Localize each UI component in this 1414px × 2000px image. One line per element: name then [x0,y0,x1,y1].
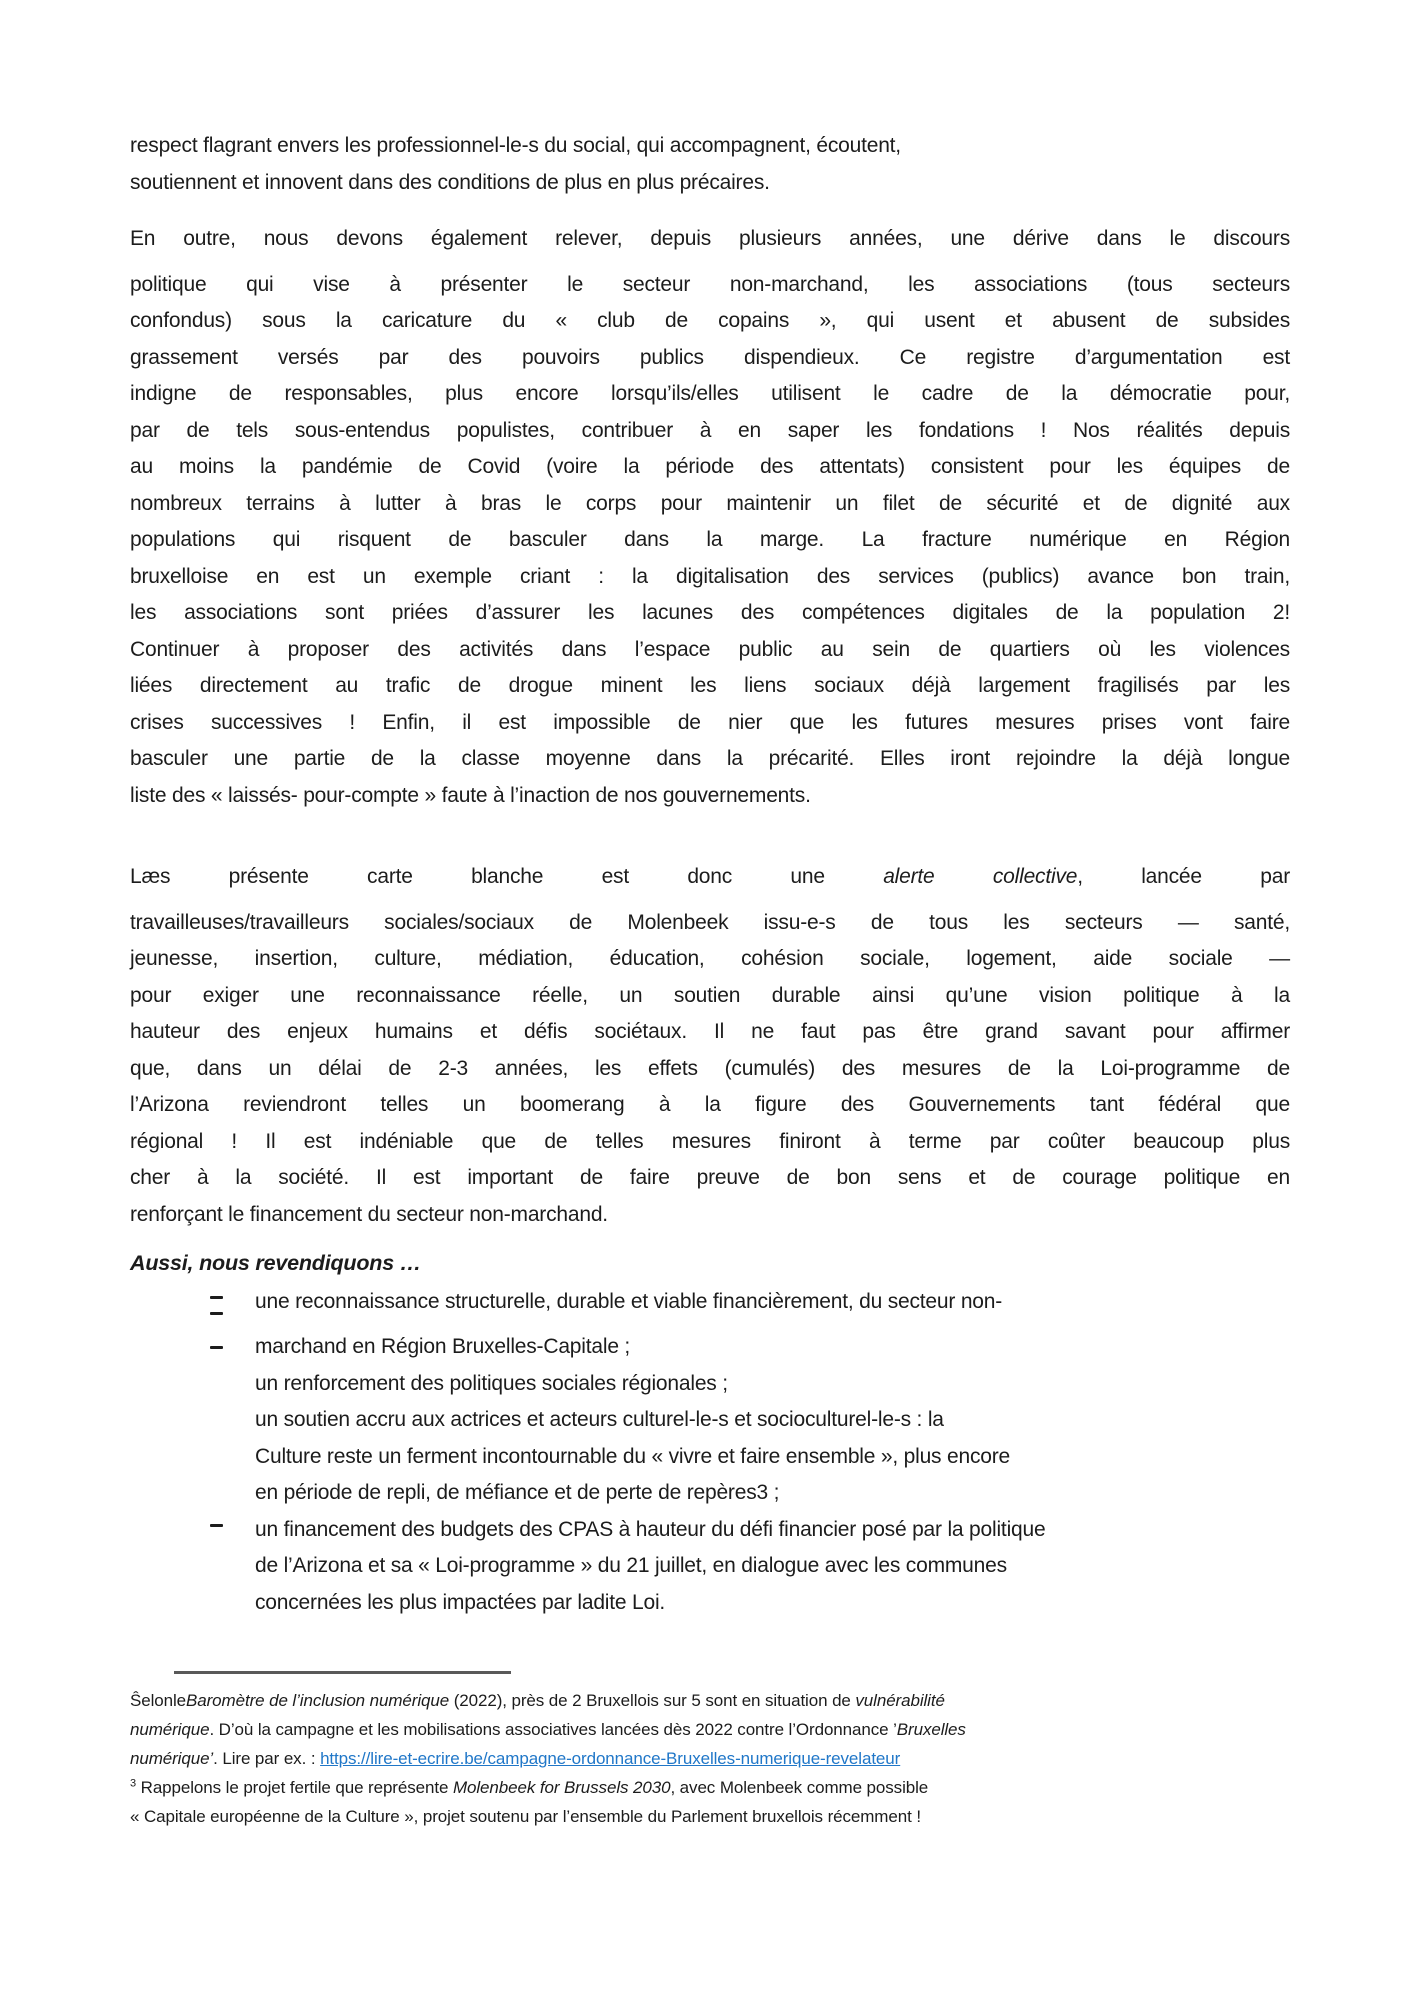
text-line [130,165,1290,202]
text-line [130,778,1290,815]
text-segment: crises successives ! Enfin, il est impossible de nier que les futures mesures prises vont faire [130,710,1290,734]
text-line [130,449,1290,486]
text-segment: Rappelons le projet fertile que représente [136,1778,453,1797]
text-segment: confondus) sous la caricature du « club de copains », qui usent et abusent de subsides [130,309,1290,332]
text-segment: populations qui risquent de basculer dans la marge. La fracture numérique en Région [130,528,1290,551]
text-line [130,1160,1290,1197]
text-column [130,128,1290,1621]
text-segment: soutiennent et innovent dans des conditions de plus en plus précaires. [130,170,770,194]
text-line [130,340,1290,377]
text-segment: un financement des budgets des CPAS à hauteur du défi financier posé par la politique [255,1517,1046,1541]
text-segment: un soutien accru aux actrices et acteurs culturel-le-s et socioculturel-le-s : la [255,1408,944,1431]
text-line [130,376,1290,413]
text-segment: Continuer à proposer des activités dans l’espace public au sein de quartiers où les violences [130,637,1290,661]
footnote-link-url[interactable]: https://lire-et-ecrire.be/campagne-ordonnance-Bruxelles-numerique-revelateur [320,1749,901,1768]
text-line [130,1439,1290,1476]
text-segment: Ŝelonle [130,1691,187,1710]
text-line [130,1512,1290,1549]
text-line [130,1773,1300,1802]
bullet-dash-icon [210,1346,223,1349]
text-segment: bruxelloise en est un exemple criant : la digitalisation des services (publics) avance bon train, [130,564,1290,588]
paragraph-intro [130,128,1290,201]
text-segment: de l’Arizona et sa « Loi-programme » du 21 juillet, en dialogue avec les communes [255,1554,1007,1577]
text-segment: numérique’ [130,1749,214,1768]
text-segment: nombreux terrains à lutter à bras le corps pour maintenir un filet de sécurité et de dignité aux [130,491,1290,515]
text-segment: hauteur des enjeux humains et défis sociétaux. Il ne faut pas être grand savant pour affirmer [130,1020,1290,1043]
text-segment: basculer une partie de la classe moyenne dans la précarité. Elles iront rejoindre la déjà longue [130,747,1290,770]
text-segment: , avec Molenbeek comme possible [670,1778,929,1797]
text-line [130,267,1290,304]
text-segment: Læs présente carte blanche est donc une [130,865,884,888]
text-line [130,522,1290,559]
text-line [130,941,1290,978]
text-segment: 3 [130,1777,137,1790]
text-line [130,859,1290,896]
text-segment: , lancée par [1077,865,1290,888]
text-line [130,1124,1290,1161]
text-line [130,413,1290,450]
text-line [130,559,1290,596]
text-segment: Molenbeek for Brussels 2030 [452,1778,671,1797]
text-line [130,1715,1300,1744]
text-line [130,128,1290,165]
text-segment: l’Arizona reviendront telles un boomerang à la figure des Gouvernements tant fédéral que [130,1093,1290,1116]
text-segment: jeunesse, insertion, culture, médiation, éducation, cohésion sociale, logement, aide sociale — [130,947,1290,970]
footnote-separator-rule [174,1671,511,1674]
text-line [130,1051,1290,1088]
text-segment: régional ! Il est indéniable que de telles mesures finiront à terme par coûter beaucoup plus [130,1129,1290,1153]
text-line [130,1197,1290,1234]
text-segment: Culture reste un ferment incontournable du « vivre et faire ensemble », plus encore [255,1444,1010,1468]
text-segment: indigne de responsables, plus encore lorsqu’ils/elles utilisent le cadre de la démocratie pour, [130,382,1290,405]
text-segment: Bruxelles [896,1720,966,1739]
text-segment: numérique [130,1720,210,1739]
paragraph-carte-blanche [130,859,1290,1233]
text-segment: un renforcement des politiques sociales régionales ; [255,1371,728,1395]
text-line [130,668,1290,705]
text-line [130,905,1290,942]
text-segment: concernées les plus impactées par ladite Loi. [255,1590,666,1614]
text-segment: (2022), près de 2 Bruxellois sur 5 sont en situation de [449,1691,856,1710]
text-segment: en période de repli, de méfiance et de perte de repères3 ; [255,1481,780,1504]
text-segment: pour exiger une reconnaissance réelle, un soutien durable ainsi qu’une vision politique à la [130,983,1290,1007]
text-line [130,595,1290,632]
text-line [130,1014,1290,1051]
text-line [130,978,1290,1015]
text-line [130,1548,1290,1585]
text-line [130,632,1290,669]
text-line [130,1284,1290,1321]
text-line [130,1686,1300,1715]
text-segment: « Capitale européenne de la Culture », projet soutenu par l’ensemble du Parlement bruxellois récemment ! [130,1807,921,1826]
claims-bullet-list [130,1284,1290,1622]
text-segment: les associations sont priées d’assurer les lacunes des compétences digitales de la population 2! [130,601,1290,624]
text-segment: que, dans un délai de 2-3 années, les effets (cumulés) des mesures de la Loi-programme de [130,1056,1290,1080]
bullet-dash-icon [210,1296,223,1299]
text-line [130,221,1290,258]
text-segment: par de tels sous-entendus populistes, contribuer à en saper les fondations ! Nos réalités depuis [130,418,1290,442]
text-segment: politique qui vise à présenter le secteur non-marchand, les associations (tous secteurs [130,272,1290,296]
paragraph-en-outre [130,221,1290,814]
footnote-3 [130,1773,1300,1831]
text-segment: . Lire par ex. : [213,1749,321,1768]
text-line [130,1802,1300,1831]
bullet-dash-icon [210,1524,223,1527]
text-line [130,1744,1300,1773]
text-line [130,1087,1290,1124]
text-line [130,1585,1290,1622]
text-line [130,1366,1290,1403]
text-line [130,741,1290,778]
text-segment: En outre, nous devons également relever, depuis plusieurs années, une dérive dans le discours [130,227,1290,250]
text-segment: grassement versés par des pouvoirs publics dispendieux. Ce registre d’argumentation est [130,345,1290,369]
footnote-2 [130,1686,1300,1773]
bullet-dash-icon [210,1312,223,1315]
text-segment: liste des « laissés- pour-compte » faute à l’inaction de nos gouvernements. [130,783,811,807]
text-segment: . D’où la campagne et les mobilisations associatives lancées dès 2022 contre l’Ordonnance ’ [209,1720,897,1739]
text-segment: alerte collective [883,865,1078,888]
text-segment: une reconnaissance structurelle, durable et viable financièrement, du secteur non- [255,1289,1003,1313]
text-line [130,1475,1290,1512]
text-segment: au moins la pandémie de Covid (voire la période des attentats) consistent pour les équipes de [130,455,1290,478]
text-segment: respect flagrant envers les professionnel-le-s du social, qui accompagnent, écoutent, [130,134,901,157]
text-line [130,705,1290,742]
text-segment: renforçant le financement du secteur non-marchand. [130,1202,608,1226]
text-segment: vulnérabilité [855,1691,945,1710]
text-segment: marchand en Région Bruxelles-Capitale ; [255,1335,631,1358]
claims-heading: Aussi, nous revendiquons … [130,1251,422,1275]
text-line [130,486,1290,523]
text-line [130,303,1290,340]
text-segment: cher à la société. Il est important de faire preuve de bon sens et de courage politique en [130,1166,1290,1189]
text-line [130,1329,1290,1366]
text-segment: liées directement au trafic de drogue minent les liens sociaux déjà largement fragilisés par les [130,674,1290,697]
text-segment: Baromètre de l’inclusion numérique [186,1691,450,1710]
text-segment: travailleuses/travailleurs sociales/sociaux de Molenbeek issu-e-s de tous les secteurs — santé, [130,910,1290,934]
footnotes-section [130,1671,1300,1831]
text-line [130,1402,1290,1439]
